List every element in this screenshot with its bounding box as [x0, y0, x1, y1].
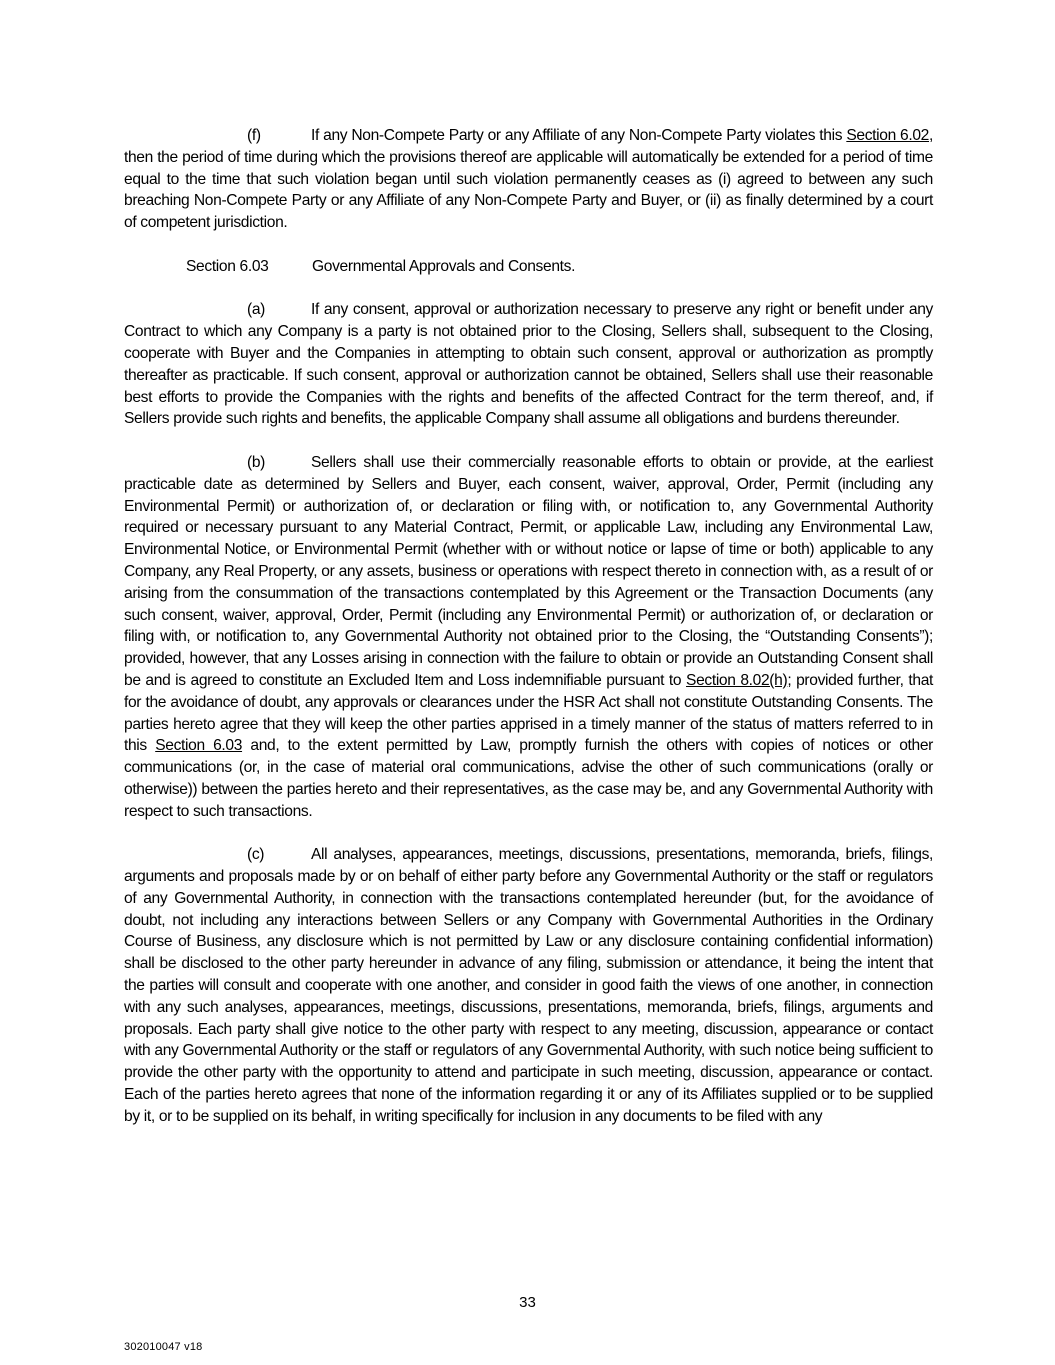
section-reference: Section 6.03 — [155, 737, 243, 755]
document-id: 302010047 v18 — [124, 1341, 203, 1353]
paragraph-text: , then the period of time during which the provisions thereof are applicable will automatically be extended for a period of time equal to the time that such violation began until such violation permanently ceases as (i) agreed to between any such breaching Non-Compete Party or any Affiliate of any Non-Compete Party and Buyer, or (ii) as finally determined by a court of competent jurisdiction. — [124, 127, 933, 232]
section-title: Governmental Approvals and Consents. — [312, 257, 576, 275]
paragraph-b — [124, 452, 933, 823]
paragraph-text: ; provided further, that for the avoidance of doubt, any approvals or clearances under the HSR Act shall not constitute Outstanding Consents. The parties hereto agree that they will keep the other parties apprised in a timely manner of the status of matters referred to in this — [124, 671, 934, 755]
paragraph-text: If any consent, approval or authorization necessary to preserve any right or benefit under any Contract to which any Company is a party is not obtained prior to the Closing, Sellers shall, subsequent to the Closing, cooperate with Buyer and the Companies in attempting to obtain such consent, approval or authorization as promptly thereafter as practicable. If such consent, approval or authorization cannot be obtained, Sellers shall use their reasonable best efforts to provide the Companies with the rights and benefits of the affected Contract for the term thereof, and, if Sellers provide such rights and benefits, the applicable Company shall assume all obligations and burdens thereunder. — [124, 301, 933, 428]
section-reference: Section 8.02(h) — [686, 671, 788, 689]
paragraph-a — [124, 299, 933, 430]
paragraph-label: (b) — [247, 453, 266, 471]
section-heading — [124, 256, 933, 278]
paragraph-label: (f) — [247, 127, 261, 144]
section-reference: Section 6.02 — [846, 127, 930, 144]
paragraph-6-02-f — [124, 125, 933, 234]
paragraph-c — [124, 844, 933, 1127]
document-body — [124, 125, 933, 1149]
paragraph-text: and, to the extent permitted by Law, promptly furnish the others with copies of notices or other communications (or, in the case of material oral communications, advise the other of such communications (orally or otherwise)) between the parties hereto and their representatives, as the case may be, and any Governmental Authority with respect to such transactions. — [124, 737, 933, 820]
page-number: 33 — [519, 1294, 536, 1311]
paragraph-label: (a) — [247, 301, 266, 319]
paragraph-text: All analyses, appearances, meetings, discussions, presentations, memoranda, briefs, filings, arguments and proposals made by or on behalf of either party before any Governmental Authority or the staff or regulators of any Governmental Authority, in connection with the transactions contemplated hereunder (but, for the avoidance of doubt, not including any interactions between Sellers or any Company with Governmental Authorities in the Ordinary Course of Business, any disclosure which is not permitted by Law or any disclosure containing confidential information) shall be disclosed to the other party hereunder in advance of any filing, submission or attendance, it being the intent that the parties will consult and cooperate with one another, and consider in good faith the views of one another, in connection with any such analyses, appearances, meetings, discussions, presentations, memoranda, briefs, filings, arguments and proposals. Each party shall give notice to the other party with respect to any meeting, discussion, appearance or contact with any Governmental Authority or the staff or regulators of any Governmental Authority, with such notice being sufficient to provide the other party with the opportunity to attend and participate in such meeting, discussion, appearance or contact. Each of the parties hereto agrees that none of the information regarding it or any of its Affiliates supplied or to be supplied by it, or to be supplied on its behalf, in writing specifically for inclusion in any documents to be filed with any — [124, 846, 933, 1125]
paragraph-label: (c) — [247, 846, 265, 864]
section-number: Section 6.03 — [186, 257, 269, 275]
paragraph-text: Sellers shall use their commercially reasonable efforts to obtain or provide, at the earliest practicable date as determined by Sellers and Buyer, each consent, waiver, approval, Order, Permit (including any Environmental Permit) or authorization of, or declaration or filing with, or notification to, any Governmental Authority required or necessary pursuant to any Material Contract, Permit, or applicable Law, including any Environmental Law, Environmental Notice, or Environmental Permit (whether with or without notice or lapse of time or both) applicable to any Company, any Real Property, or any assets, business or operations with respect thereto in connection with, as a result of or arising from the consummation of the transactions contemplated by this Agreement or the Transaction Documents (any such consent, waiver, approval, Order, Permit (including any Environmental Permit) or authorization of, or declaration or filing with, or notification to, any Governmental Authority not obtained prior to the Closing, the “Outstanding Consents”); provided, however, that any Losses arising in connection with the failure to obtain or provide an Outstanding Consent shall be and is agreed to constitute an Excluded Item and Loss indemnifiable pursuant to — [124, 453, 933, 689]
paragraph-text: If any Non-Compete Party or any Affiliate of any Non-Compete Party violates this — [311, 127, 847, 144]
